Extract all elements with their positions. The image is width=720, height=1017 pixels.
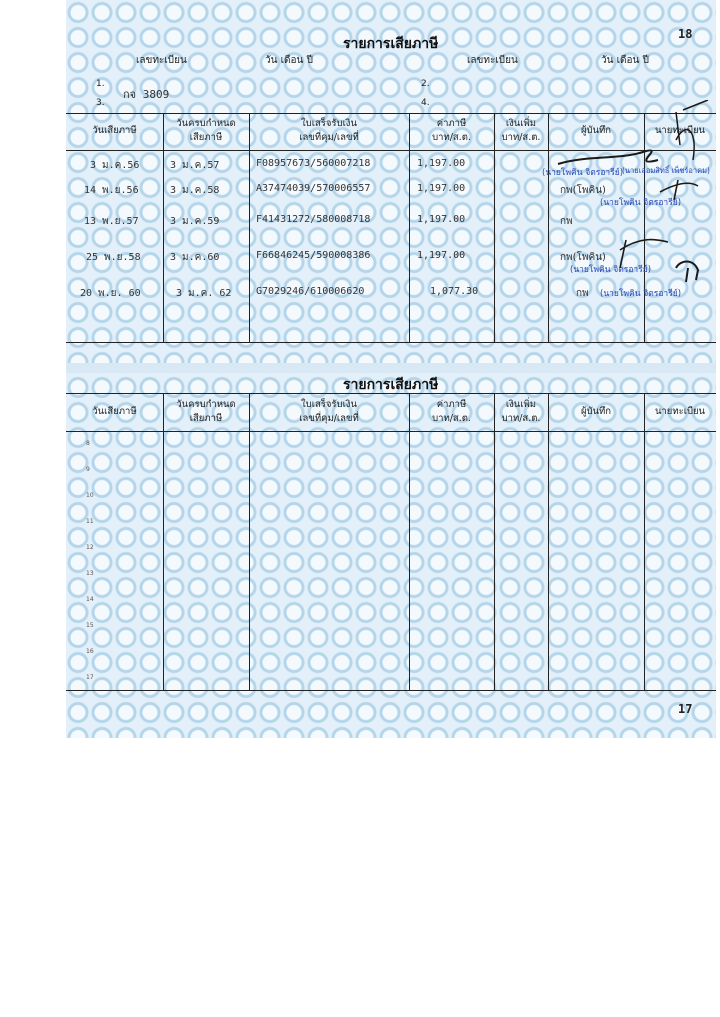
row-number: 15 xyxy=(86,622,94,629)
stamp-row5: (นายโพคิน จิตรอารีย์) xyxy=(600,289,682,299)
row3-date-paid: 13 พ.ย.57 xyxy=(84,216,139,227)
top-table-bottom-line xyxy=(66,342,716,343)
page-number-bottom: 17 xyxy=(678,702,693,716)
row-number: 14 xyxy=(86,596,94,603)
top-col-divider-2 xyxy=(249,113,250,342)
top-col-divider-1 xyxy=(163,113,164,342)
stamp-row4: (นายโพคิน จิตรอารีย์) xyxy=(570,265,652,275)
row4-tax: 1,197.00 xyxy=(417,250,466,261)
row-number: 12 xyxy=(86,544,94,551)
row2-due-date: 3 ม.ค.58 xyxy=(170,185,220,196)
bottom-header-tax-2: บาท/ส.ต. xyxy=(432,413,471,424)
top-section-title: รายการเสียภาษี xyxy=(343,36,439,52)
top-header-receipt-2: เลขที่คุม/เลขที่ xyxy=(299,132,359,143)
bottom-col-divider-6 xyxy=(644,393,645,690)
page-number-top: 18 xyxy=(678,27,693,41)
bottom-header-registrar: นายทะเบียน xyxy=(654,406,706,417)
row1-date-paid: 3 ม.ค.56 xyxy=(90,160,140,171)
top-header-date-paid: วันเสียภาษี xyxy=(92,125,137,136)
stamp-recorder-row1: (นายโพคิน จิตรอารีย์) xyxy=(542,168,624,178)
top-header-tax-1: ค่าภาษี xyxy=(436,118,467,129)
row-number: 16 xyxy=(86,648,94,655)
bottom-header-due-1: วันครบกำหนด xyxy=(176,399,236,410)
row1-due-date: 3 ม.ค.57 xyxy=(170,160,220,171)
bottom-header-tax-1: ค่าภาษี xyxy=(436,399,467,410)
row4-due-date: 3 ม.ค.60 xyxy=(170,252,220,263)
row-number: 9 xyxy=(86,466,90,473)
top-header-recorder: ผู้บันทึก xyxy=(580,125,612,136)
row2-recorder: กพ(โพคิน) xyxy=(560,185,606,196)
top-label-reg-1: เลขทะเบียน xyxy=(136,55,187,66)
reg-num-2: 2. xyxy=(421,79,430,89)
bottom-col-divider-4 xyxy=(494,393,495,690)
row2-date-paid: 14 พ.ย.56 xyxy=(84,185,139,196)
bottom-table-bottom-line xyxy=(66,690,716,691)
top-col-divider-3 xyxy=(409,113,410,342)
row1-receipt: F08957673/560007218 xyxy=(256,158,371,169)
top-header-receipt-1: ใบเสร็จรับเงิน xyxy=(301,118,357,129)
row-number: 10 xyxy=(86,492,94,499)
row-number: 13 xyxy=(86,570,94,577)
bottom-header-due-2: เสียภาษี xyxy=(189,413,223,424)
reg-num-3: 3. xyxy=(96,98,105,108)
row4-recorder: กพ(โพคิน) xyxy=(560,252,606,263)
row5-date-paid: 20 พ.ย. 60 xyxy=(80,288,141,299)
row-number: 8 xyxy=(86,440,90,447)
top-label-date-2: วัน เดือน ปี xyxy=(601,55,649,66)
top-header-tax-2: บาท/ส.ต. xyxy=(432,132,471,143)
bottom-col-divider-2 xyxy=(249,393,250,690)
row-number: 17 xyxy=(86,674,94,681)
bottom-col-divider-3 xyxy=(409,393,410,690)
bottom-header-surcharge-2: บาท/ส.ต. xyxy=(501,413,541,424)
row5-recorder: กพ xyxy=(576,288,589,299)
row4-receipt: F66846245/590008386 xyxy=(256,250,371,261)
reg-num-4: 4. xyxy=(421,98,430,108)
bottom-header-receipt-1: ใบเสร็จรับเงิน xyxy=(301,399,357,410)
row2-tax: 1,197.00 xyxy=(417,183,466,194)
stamp-row2: (นายโพคิน จิตรอารีย์) xyxy=(600,198,682,208)
row5-tax: 1,077.30 xyxy=(430,286,479,297)
sheet-fold xyxy=(66,363,716,373)
registration-value: กจ 3809 xyxy=(123,88,170,101)
row2-receipt: A37474039/570006557 xyxy=(256,183,371,194)
row3-recorder: กพ xyxy=(560,216,573,227)
top-header-due-1: วันครบกำหนด xyxy=(176,118,236,129)
top-header-surcharge-1: เงินเพิ่ม xyxy=(505,118,537,129)
bottom-col-divider-5 xyxy=(548,393,549,690)
bottom-section-title: รายการเสียภาษี xyxy=(343,377,439,393)
row3-due-date: 3 ม.ค.59 xyxy=(170,216,220,227)
bottom-header-date-paid: วันเสียภาษี xyxy=(92,406,137,417)
top-col-divider-4 xyxy=(494,113,495,342)
row5-receipt: G7029246/610006620 xyxy=(256,286,365,297)
top-label-date-1: วัน เดือน ปี xyxy=(265,55,313,66)
row3-tax: 1,197.00 xyxy=(417,214,466,225)
bottom-header-receipt-2: เลขที่คุม/เลขที่ xyxy=(299,413,359,424)
top-header-due-2: เสียภาษี xyxy=(189,132,223,143)
stamp-registrar-row1: (นายเลอมสิทธิ์ เพ็ชร์อาคม) xyxy=(622,166,710,175)
bottom-col-divider-1 xyxy=(163,393,164,690)
handwritten-signatures xyxy=(548,100,716,330)
reg-num-1: 1. xyxy=(96,79,105,89)
row1-tax: 1,197.00 xyxy=(417,158,466,169)
top-header-surcharge-2: บาท/ส.ต. xyxy=(501,132,541,143)
top-header-registrar: นายทะเบียน xyxy=(654,125,706,136)
row3-receipt: F41431272/580008718 xyxy=(256,214,371,225)
row4-date-paid: 25 พ.ย.58 xyxy=(86,252,141,263)
bottom-header-surcharge-1: เงินเพิ่ม xyxy=(505,399,537,410)
row-number: 11 xyxy=(86,518,94,525)
bottom-header-recorder: ผู้บันทึก xyxy=(580,406,612,417)
top-label-reg-2: เลขทะเบียน xyxy=(467,55,518,66)
row5-due-date: 3 ม.ค. 62 xyxy=(176,288,232,299)
